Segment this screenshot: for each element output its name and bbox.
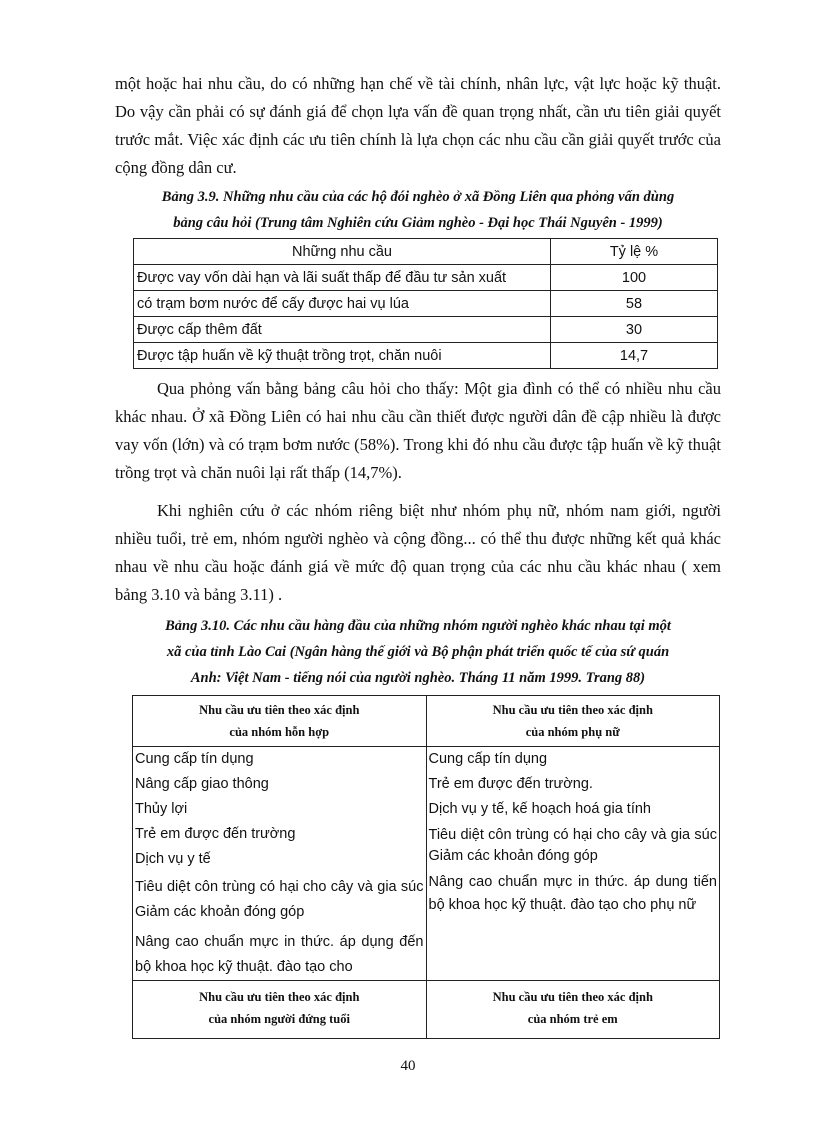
header-line: của nhóm hỗn hợp: [229, 725, 330, 739]
list-item: Trẻ em được đến trường.: [428, 776, 593, 792]
need-cell: có trạm bơm nước để cấy được hai vụ lúa: [134, 291, 551, 317]
table-row: [133, 747, 720, 981]
header-line: Nhu cầu ưu tiên theo xác định: [199, 703, 360, 717]
paragraph-3: Khi nghiên cứu ở các nhóm riêng biệt như nhóm phụ nữ, nhóm nam giới, người nhiều tuổi, trẻ em, nhóm người nghèo và cộng đồng... có thể thu được những kết quả khác nhau về nhu cầu hoặc đánh giá về mức độ quan trọng của các nhu cầu khác nhau ( xem bảng 3.10 và bảng 3.11) .: [115, 501, 721, 604]
caption-line: Anh: Việt Nam - tiếng nói của người nghèo. Tháng 11 năm 1999. Trang 88): [190, 670, 646, 686]
women-needs-cell: [426, 747, 720, 981]
caption-line: bảng câu hỏi (Trung tâm Nghiên cứu Giảm nghèo - Đại học Thái Nguyên - 1999): [173, 215, 663, 231]
need-cell: Được vay vốn dài hạn và lãi suất thấp để đầu tư sản xuất: [134, 265, 551, 291]
list-item: Nâng cao chuẩn mực in thức. áp dung tiến bộ khoa học kỹ thuật. đào tạo cho phụ nữ: [428, 874, 717, 913]
header-line: Nhu cầu ưu tiên theo xác định: [492, 990, 653, 1004]
table-row: [134, 265, 718, 291]
intro-paragraph: một hoặc hai nhu cầu, do có những hạn chế về tài chính, nhân lực, vật lực hoặc kỹ thuật. Do vậy cần phải có sự đánh giá để chọn lựa vấn đề quan trọng nhất, cần ưu tiên giải quyết trước mắt. Việc xác định các ưu tiên chính là lựa chọn các nhu cầu cần giải quyết trước của cộng đồng dân cư.: [115, 74, 721, 177]
header-women-group: [426, 696, 720, 747]
header-line: của nhóm phụ nữ: [525, 725, 620, 739]
list-item: Cung cấp tín dụng: [135, 751, 254, 767]
list-item: Nâng cấp giao thông: [135, 776, 269, 792]
rate-cell: 58: [551, 291, 718, 317]
list-item: Thủy lợi: [135, 801, 188, 817]
rate-cell: 30: [551, 317, 718, 343]
header-line: của nhóm trẻ em: [527, 1012, 618, 1026]
table-3-10: [132, 695, 720, 1039]
need-cell: Được tập huấn về kỹ thuật trồng trọt, chăn nuôi: [134, 343, 551, 369]
header-line: của nhóm người đứng tuổi: [208, 1012, 350, 1026]
page-number: 40: [400, 1058, 416, 1074]
rate-cell: 14,7: [551, 343, 718, 369]
table-row: [134, 317, 718, 343]
table-3-9: [133, 238, 718, 369]
caption-line: xã của tỉnh Lào Cai (Ngân hàng thế giới và Bộ phận phát triển quốc tế của sứ quán: [166, 644, 670, 660]
table-row: [134, 343, 718, 369]
list-item: Dịch vụ y tế: [135, 851, 211, 867]
list-item: Dịch vụ y tế, kế hoạch hoá gia tính: [428, 801, 651, 817]
list-item: Trẻ em được đến trường: [135, 826, 296, 842]
mixed-needs-cell: [133, 747, 427, 981]
table-row: [134, 291, 718, 317]
table-3-10-caption: [115, 613, 721, 691]
table-header-row: [134, 239, 718, 265]
list-item: Tiêu diệt côn trùng có hại cho cây và gia súc Giảm các khoản đóng góp: [135, 879, 424, 920]
header-children-group: [426, 981, 720, 1039]
caption-line: Bảng 3.9. Những nhu cầu của các hộ đói nghèo ở xã Đồng Liên qua phỏng vấn dùng: [161, 189, 675, 205]
page-content: [115, 70, 721, 1039]
rate-cell: 100: [551, 265, 718, 291]
list-item: Nâng cao chuẩn mực in thức. áp dụng đến bộ khoa học kỹ thuật. đào tạo cho: [135, 934, 424, 975]
paragraph-2: Qua phỏng vấn bằng bảng câu hỏi cho thấy: Một gia đình có thể có nhiều nhu cầu khác nhau. Ở xã Đồng Liên có hai nhu cầu cần thiết được người dân đề cập nhiều là được vay vốn (lớn) và có trạm bơm nước (58%). Trong khi đó nhu cầu được tập huấn về kỹ thuật trồng trọt và chăn nuôi lại rất thấp (14,7%).: [115, 379, 721, 482]
header-rate: Tỷ lệ %: [551, 239, 718, 265]
header-needs: Những nhu cầu: [134, 239, 551, 265]
table-header-row: [133, 696, 720, 747]
header-elderly-group: [133, 981, 427, 1039]
header-line: Nhu cầu ưu tiên theo xác định: [492, 703, 653, 717]
list-item: Tiêu diệt côn trùng có hại cho cây và gia súc Giảm các khoản đóng góp: [428, 827, 717, 864]
table-header-row: [133, 981, 720, 1039]
table-3-9-caption: [115, 184, 721, 236]
list-item: Cung cấp tín dụng: [428, 751, 548, 767]
header-mixed-group: [133, 696, 427, 747]
need-cell: Được cấp thêm đất: [134, 317, 551, 343]
header-line: Nhu cầu ưu tiên theo xác định: [199, 990, 360, 1004]
caption-line: Bảng 3.10. Các nhu cầu hàng đầu của những nhóm người nghèo khác nhau tại một: [165, 618, 671, 634]
